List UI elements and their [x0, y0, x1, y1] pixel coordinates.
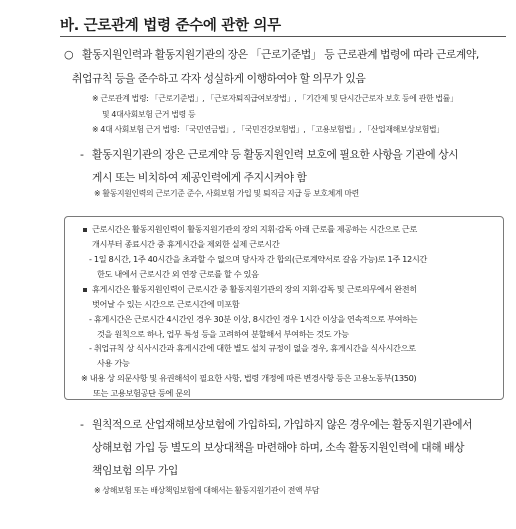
square-bullet-icon [83, 228, 87, 232]
square-bullet-icon [83, 288, 87, 292]
box-line: 것을 원칙으로 하나, 업무 특성 등을 고려하여 분할해서 부여하는 것도 가능 [97, 328, 349, 339]
box-line: - 취업규칙 상 식사시간과 휴게시간에 대한 별도 설치 규정이 없을 경우, 휴게시간을 식사시간으로 [89, 343, 416, 353]
box-note-inquiry [81, 371, 416, 400]
box-line: - 휴게시간은 근로시간 4시간인 경우 30분 이상, 8시간인 경우 1시간 이상을 연속적으로 부여하는 [89, 314, 418, 324]
paragraph-insurance-duty [92, 415, 472, 481]
box-subitem-break-rules [89, 312, 417, 341]
paragraph-line: 원칙적으로 산업재해보상보험에 가입하되, 가입하지 않은 경우에는 활동지원기관에서 [92, 418, 473, 431]
section-title: 바. 근로관계 법령 준수에 관한 의무 [60, 18, 281, 34]
box-line: 개시부터 종료시간 중 휴게시간을 제외한 실제 근로시간 [92, 238, 280, 249]
box-line: 휴게시간은 활동지원인력이 근로시간 중 활동지원기관의 장의 지휘·감독 및 근로의무에서 완전히 [92, 284, 417, 294]
paragraph-posting-duty [92, 145, 458, 188]
box-line: 한도 내에서 근로시간 외 연장 근로를 할 수 있음 [97, 268, 259, 279]
paragraph-line: 활동지원기관의 장은 근로계약 등 활동지원인력 보호에 필요한 사항을 기관에 상시 [92, 148, 459, 161]
working-hours-info-box [64, 216, 504, 400]
box-line: - 1일 8시간, 1주 40시간을 초과할 수 없으며 당사자 간 합의(근로계약서로 갈음 가능)로 1주 12시간 [89, 254, 427, 264]
note-line: ※ 근로관계 법령: 「근로기준법」, 「근로자퇴직급여보장법」, 「기간제 및 단시간근로자 보호 등에 관한 법률」 [92, 94, 458, 103]
paragraph-labor-law-duty [72, 45, 479, 89]
paragraph-line: 취업규칙 등을 준수하고 각자 성실하게 이행하여야 할 의무가 있음 [72, 72, 366, 85]
box-line: 또는 고용보험공단 등에 문의 [93, 387, 191, 398]
box-line: ※ 내용 상 의문사항 및 유권해석이 필요한 사항, 법령 개정에 따른 변경사항 등은 고용노동부(1350) [81, 373, 417, 383]
note-protection-system: ※ 활동지원인력의 근로기준 준수, 사회보험 가입 및 퇴직금 지급 등 보호체계 마련 [94, 189, 359, 198]
box-line: 사용 가능 [97, 357, 130, 368]
dash-bullet: - [80, 148, 84, 161]
note-insurance-cost: ※ 상해보험 또는 배상책임보험에 대해서는 활동지원기관이 전액 부담 [94, 486, 319, 495]
circle-bullet: ○ [64, 48, 74, 61]
box-line: 벗어날 수 있는 시간으로 근로시간에 미포함 [92, 298, 240, 309]
dash-bullet: - [80, 418, 84, 431]
box-line: 근로시간은 활동지원인력이 활동지원기관의 장의 지휘·감독 아래 근로를 제공하는 시간으로 근로 [92, 224, 417, 234]
box-item-break-time [92, 282, 417, 311]
note-line: 및 4대사회보험 근거 법령 등 [102, 110, 196, 119]
note-social-insurance-laws: ※ 4대 사회보험 근거 법령: 「국민연금법」, 「국민건강보험법」, 「고용보험법」, 「산업재해보상보험법」 [92, 125, 444, 134]
box-subitem-overtime [89, 252, 427, 281]
paragraph-line: 게시 또는 비치하여 제공인력에게 주지시켜야 함 [92, 171, 307, 184]
note-labor-laws [92, 91, 458, 123]
box-item-working-hours [92, 222, 417, 251]
paragraph-line: 활동지원인력과 활동지원기관의 장은 「근로기준법」 등 근로관계 법령에 따라 근로계약, [82, 48, 479, 61]
paragraph-line: 상해보험 가입 등 별도의 보상대책을 마련해야 하며, 소속 활동지원인력에 대해 배상 [92, 441, 465, 454]
title-divider [60, 36, 506, 37]
paragraph-line: 책임보험 의무 가입 [92, 464, 178, 477]
box-subitem-meal-time [89, 341, 416, 370]
